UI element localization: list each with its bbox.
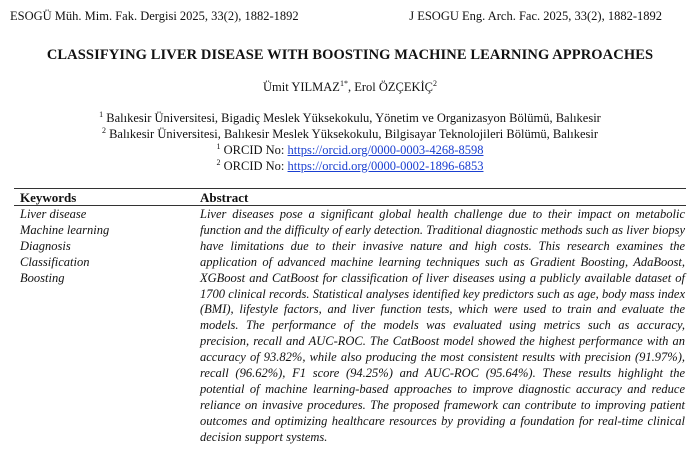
orcid-1-sup: 1 xyxy=(216,141,221,151)
affiliation-2-sup: 2 xyxy=(101,125,106,135)
keyword-item: Liver disease xyxy=(20,207,87,221)
orcid-2 xyxy=(0,159,700,174)
affiliation-1-text: Balıkesir Üniversitesi, Bigadiç Meslek Yüksekokulu, Yönetim ve Organizasyon Bölümü, Balıkesir xyxy=(106,111,601,125)
orcid-1-label: ORCID No: xyxy=(223,143,288,157)
abstract-text: Liver diseases pose a significant global health challenge due to their impact on metabolic function and the difficulty of early detection. Traditional diagnostic methods such as liver biopsy have limitations due to their invasive nature and high costs. This research examines the application of advanced machine learning techniques such as Gradient Boosting, AdaBoost, XGBoost and CatBoost for classification of liver diseases using a publicly available dataset of 1700 clinical records. Statistical analyses identified key predictors such as age, body mass index (BMI), lifestyle factors, and liver function tests, which were used to train and evaluate the models. The performance of the models was evaluated using metrics such as accuracy, precision, recall and AUC-ROC. The CatBoost model showed the highest performance with an accuracy of 93.82%, while also producing the most consistent results with precision (91.97%), recall (96.62%), F1 score (94.25%) and AUC-ROC (95.64%). These results highlight the potential of machine learning-based approaches to improve diagnostic accuracy and reduce reliance on invasive procedures. The proposed framework can contribute to improving patient outcomes and optimizing healthcare resources by providing a foundation for real-time clinical decision support systems. xyxy=(200,207,685,444)
table-header-rule xyxy=(14,205,686,206)
keywords-heading: Keywords xyxy=(20,190,77,205)
orcid-2-sup: 2 xyxy=(216,157,221,167)
journal-header-turkish: ESOGÜ Müh. Mim. Fak. Dergisi 2025, 33(2), 1882-1892 xyxy=(10,9,299,23)
orcid-1-link[interactable]: https://orcid.org/0000-0003-4268-8598 xyxy=(287,143,484,157)
paper-title: CLASSIFYING LIVER DISEASE WITH BOOSTING MACHINE LEARNING APPROACHES xyxy=(46,47,654,63)
affiliation-1-sup: 1 xyxy=(99,109,104,119)
keyword-item: Classification xyxy=(20,254,90,269)
author-2-sup: 2 xyxy=(433,78,438,88)
author-1-name: Ümit YILMAZ xyxy=(262,80,340,94)
affiliation-2 xyxy=(0,127,700,142)
keyword-list xyxy=(20,207,109,287)
author-separator: , xyxy=(347,80,355,94)
abstract-heading: Abstract xyxy=(200,190,249,205)
keyword-item: Machine learning xyxy=(20,222,110,237)
orcid-2-label: ORCID No: xyxy=(223,159,288,173)
author-1-sup: 1* xyxy=(339,78,348,88)
affiliation-2-text: Balıkesir Üniversitesi, Balıkesir Meslek Yüksekokulu, Bilgisayar Teknolojileri Bölümü, Balıkesir xyxy=(109,127,599,141)
table-top-rule xyxy=(14,188,686,189)
orcid-1 xyxy=(0,143,700,158)
author-line xyxy=(0,80,700,95)
author-2-name: Erol ÖZÇEKİÇ xyxy=(354,80,434,94)
orcid-2-link[interactable]: https://orcid.org/0000-0002-1896-6853 xyxy=(287,159,484,173)
keyword-item: Boosting xyxy=(20,270,65,285)
journal-header-english: J ESOGU Eng. Arch. Fac. 2025, 33(2), 1882-1892 xyxy=(409,9,662,23)
affiliation-1 xyxy=(0,111,700,126)
keyword-item: Diagnosis xyxy=(20,238,71,253)
